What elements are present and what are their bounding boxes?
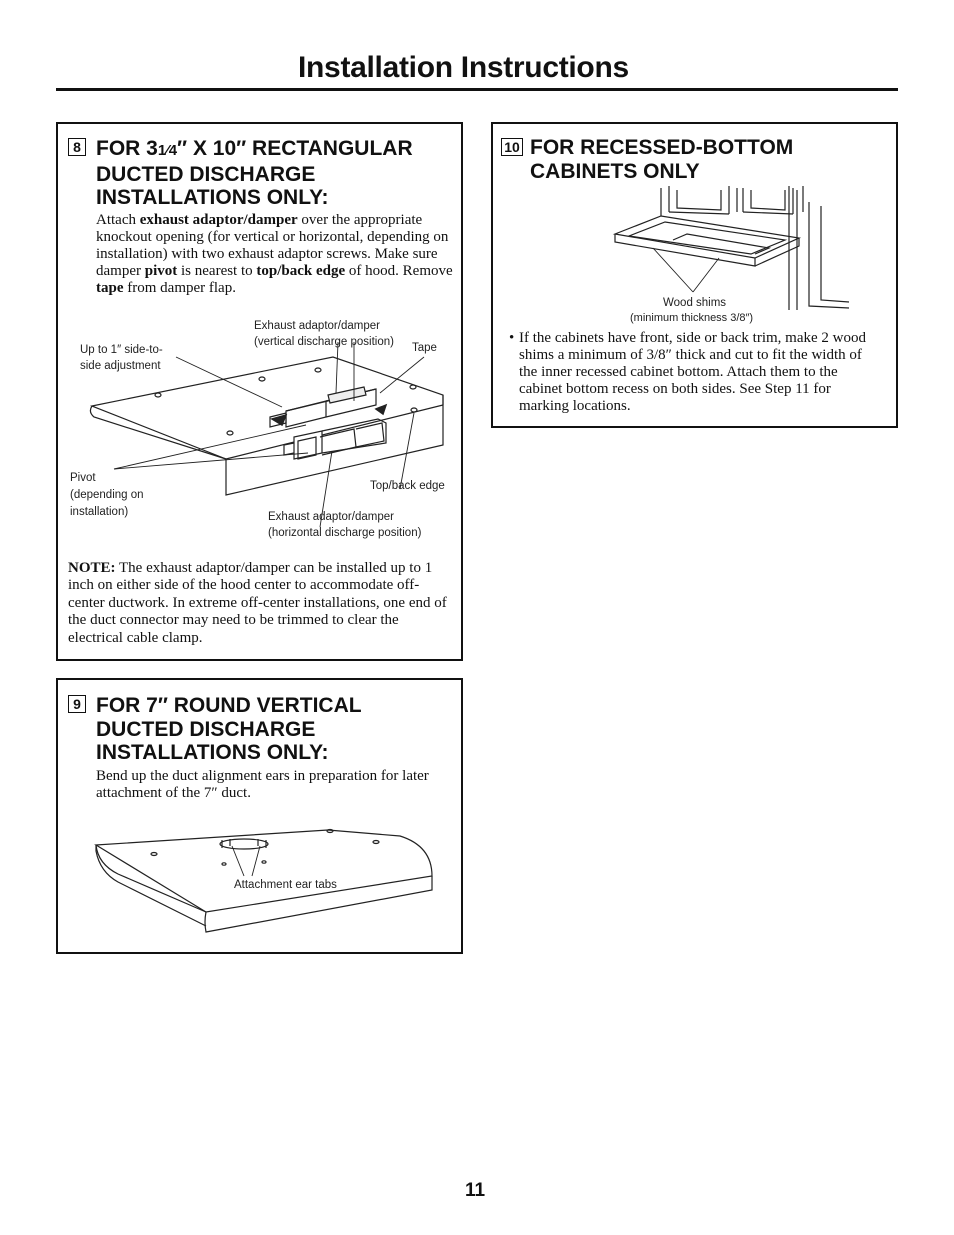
- title-rule: [56, 88, 898, 91]
- page-number: 11: [465, 1180, 486, 1201]
- label-horizontal-1: Exhaust adaptor/damper: [268, 511, 394, 523]
- step-8-note: NOTE: The exhaust adaptor/damper can be installed up to 1 inch on either side of the hood center to accommodate off-center ductwork. In extreme off-center installations, one end of the duct connector may need to be trimmed to clear the electrical cable clamp.: [68, 560, 447, 646]
- label-pivot-1: Pivot: [70, 472, 96, 484]
- step-10-bullet: •: [509, 330, 515, 346]
- label-vertical-2: (vertical discharge position): [254, 336, 394, 348]
- label-pivot-3: installation): [70, 506, 129, 518]
- step-10-panel: [491, 122, 898, 428]
- step-8-hood-diagram: [58, 309, 461, 559]
- step-8-heading: [96, 137, 456, 210]
- label-shims-1: Wood shims: [663, 297, 727, 309]
- step-8-panel: [56, 122, 463, 661]
- label-vertical-1: Exhaust adaptor/damper: [254, 320, 380, 332]
- step-9-body: Bend up the duct alignment ears in preparation for later attachment of the 7″ duct.: [96, 768, 429, 801]
- step-8-heading-line3: INSTALLATIONS ONLY:: [96, 186, 329, 209]
- step-8-intro: Attach exhaust adaptor/damper over the appropriate knockout opening (for vertical or horizontal, depending on installation) with two exhaust adaptor screws. Make sure damper pivot is nearest to top/back edge of hood. Remove tape from damper flap.: [96, 212, 453, 296]
- step-10-body: If the cabinets have front, side or back trim, make 2 wood shims a minimum of 3/8″ thick and cut to fit the width of the inner recessed cabinet bottom. Attach them to the cabinet bottom recess on both sides. See Step 11 for marking locations.: [519, 330, 866, 414]
- step-10-heading: FOR RECESSED-BOTTOM CABINETS ONLY: [530, 136, 794, 183]
- step-8-number: 8: [68, 138, 86, 156]
- page-title: Installation Instructions: [298, 51, 629, 84]
- step-9-panel: [56, 678, 463, 954]
- label-side-adjust-2: side adjustment: [80, 360, 161, 372]
- step-9-hood-diagram: [58, 820, 461, 940]
- step-10-number: 10: [501, 138, 523, 156]
- label-top-back: Top/back edge: [370, 480, 445, 492]
- step-10-cabinet-diagram: [493, 182, 896, 322]
- label-tape: Tape: [412, 342, 437, 354]
- step-9-number: 9: [68, 695, 86, 713]
- label-ear-tabs: Attachment ear tabs: [234, 879, 337, 891]
- step-8-heading-line1: FOR 31⁄4″ X 10″ RECTANGULAR: [96, 137, 413, 160]
- label-side-adjust-1: Up to 1″ side-to-: [80, 344, 163, 356]
- step-8-heading-line2: DUCTED DISCHARGE: [96, 162, 316, 186]
- label-pivot-2: (depending on: [70, 489, 144, 501]
- step-9-heading: FOR 7″ ROUND VERTICAL DUCTED DISCHARGE INSTALLATIONS ONLY:: [96, 694, 362, 764]
- label-shims-2: (minimum thickness 3/8″): [630, 312, 754, 324]
- label-horizontal-2: (horizontal discharge position): [268, 527, 422, 539]
